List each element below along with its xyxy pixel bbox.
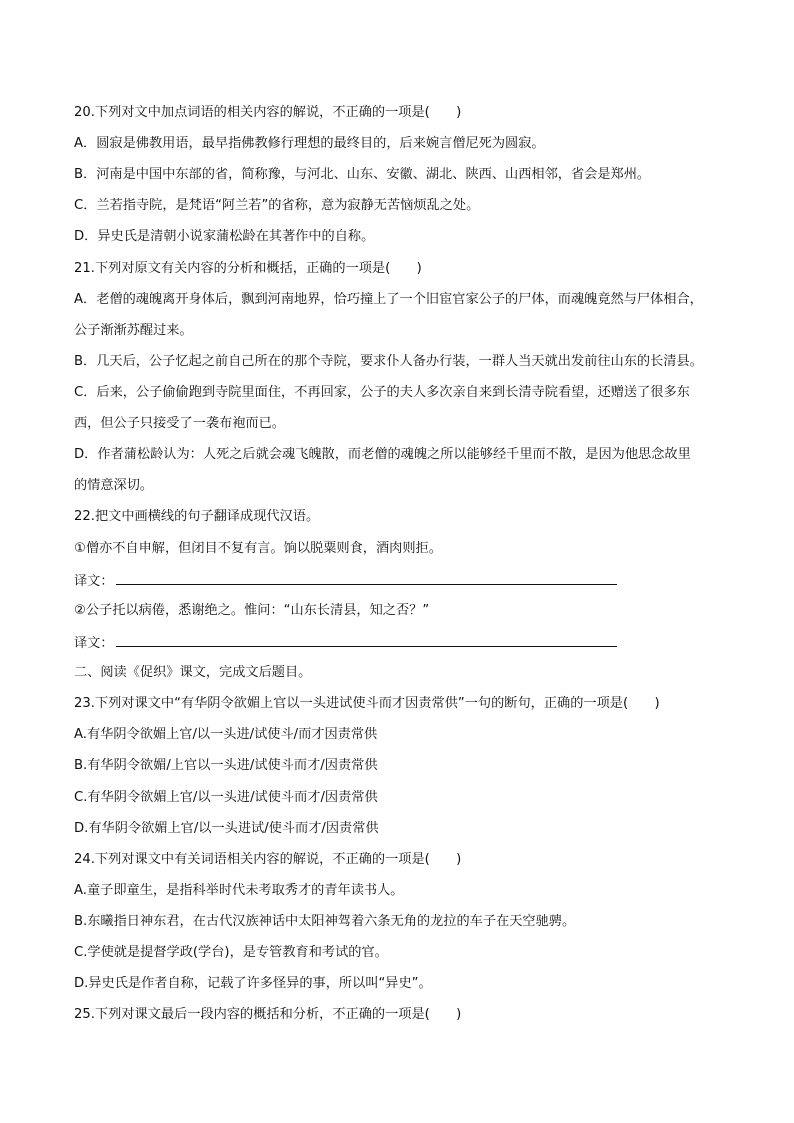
question-22-stem: 22.把文中画横线的句子翻译成现代汉语。 — [74, 509, 320, 524]
question-20-option-a: A．圆寂是佛教用语，最早指佛教修行理想的最终目的，后来婉言僧尼死为圆寂。 — [74, 136, 545, 151]
question-21-option-c-cont: 西，但公子只接受了一袭布袍而已。 — [74, 416, 285, 431]
translation-2-row — [74, 633, 617, 653]
question-24-option-a: A.童子即童生，是指科举时代未考取秀才的青年读书人。 — [74, 883, 404, 898]
translation-label: 译文： — [74, 574, 114, 589]
question-20-stem: 20.下列对文中加点词语的相关内容的解说，不正确的一项是( ) — [74, 105, 462, 120]
question-21-option-b: B．几天后，公子忆起之前自己所在的那个寺院，要求仆人备办行装，一群人当天就出发前往山东的长清县。 — [74, 354, 703, 369]
question-23-option-b: B.有华阴令欲媚/上官以一头进/试使斗而才/因责常供 — [74, 758, 378, 773]
question-20-option-c: C．兰若指寺院，是梵语“阿兰若”的省称，意为寂静无苦恼烦乱之处。 — [74, 198, 480, 213]
translation-label: 译文： — [74, 636, 114, 651]
question-22-sentence-2: ②公子托以病倦，悉谢绝之。惟问：“山东长清县，知之否？” — [74, 603, 430, 618]
section-2-heading: 二、阅读《促织》课文，完成文后题目。 — [74, 665, 312, 680]
question-21-option-d-cont: 的情意深切。 — [74, 478, 154, 493]
question-24-option-b: B.东曦指日神东君，在古代汉族神话中太阳神驾着六条无角的龙拉的车子在天空驰骋。 — [74, 914, 576, 929]
question-21-option-c: C．后来，公子偷偷跑到寺院里面住，不再回家，公子的夫人多次亲自来到长清寺院看望，还赠送了很多东 — [74, 385, 690, 400]
question-23-option-a: A.有华阴令欲媚上官/以一头进/试使斗/而才因责常供 — [74, 727, 378, 742]
question-21-option-a-cont: 公子渐渐苏醒过来。 — [74, 323, 193, 338]
question-20-option-d: D．异史氏是清朝小说家蒲松龄在其著作中的自称。 — [74, 229, 375, 244]
question-22-sentence-1: ①僧亦不自申解，但闭目不复有言。饷以脱粟则食，酒肉则拒。 — [74, 541, 442, 556]
question-23-option-c: C.有华阴令欲媚上官/以一头进/试使斗而才/因责常供 — [74, 790, 378, 805]
question-23-option-d: D.有华阴令欲媚上官/以一头进试/使斗而才/因责常供 — [74, 821, 379, 836]
question-21-option-d: D．作者蒲松龄认为：人死之后就会魂飞魄散，而老僧的魂魄之所以能够经千里而不散，是因为他思念故里 — [74, 447, 691, 462]
question-21-stem: 21.下列对原文有关内容的分析和概括，正确的一项是( ) — [74, 261, 422, 276]
question-25-stem: 25.下列对课文最后一段内容的概括和分析，不正确的一项是( ) — [74, 1007, 462, 1022]
translation-1-row — [74, 571, 617, 591]
translation-1-blank[interactable] — [116, 571, 617, 585]
question-24-stem: 24.下列对课文中有关词语相关内容的解说，不正确的一项是( ) — [74, 852, 462, 867]
question-24-option-c: C.学使就是提督学政(学台)，是专管教育和考试的官。 — [74, 945, 388, 960]
question-21-option-a: A．老僧的魂魄离开身体后，飘到河南地界，恰巧撞上了一个旧宦官家公子的尸体，而魂魄竟然与尸体相合， — [74, 292, 703, 307]
question-23-stem: 23.下列对课文中“有华阴令欲媚上官以一头进试使斗而才因责常供”一句的断句，正确的一项是( ) — [74, 696, 660, 711]
translation-2-blank[interactable] — [116, 633, 617, 647]
question-20-option-b: B．河南是中国中东部的省，简称豫，与河北、山东、安徽、湖北、陕西、山西相邻，省会是郑州。 — [74, 167, 651, 182]
question-24-option-d: D.异史氏是作者自称，记载了许多怪异的事，所以叫“异史”。 — [74, 976, 432, 991]
